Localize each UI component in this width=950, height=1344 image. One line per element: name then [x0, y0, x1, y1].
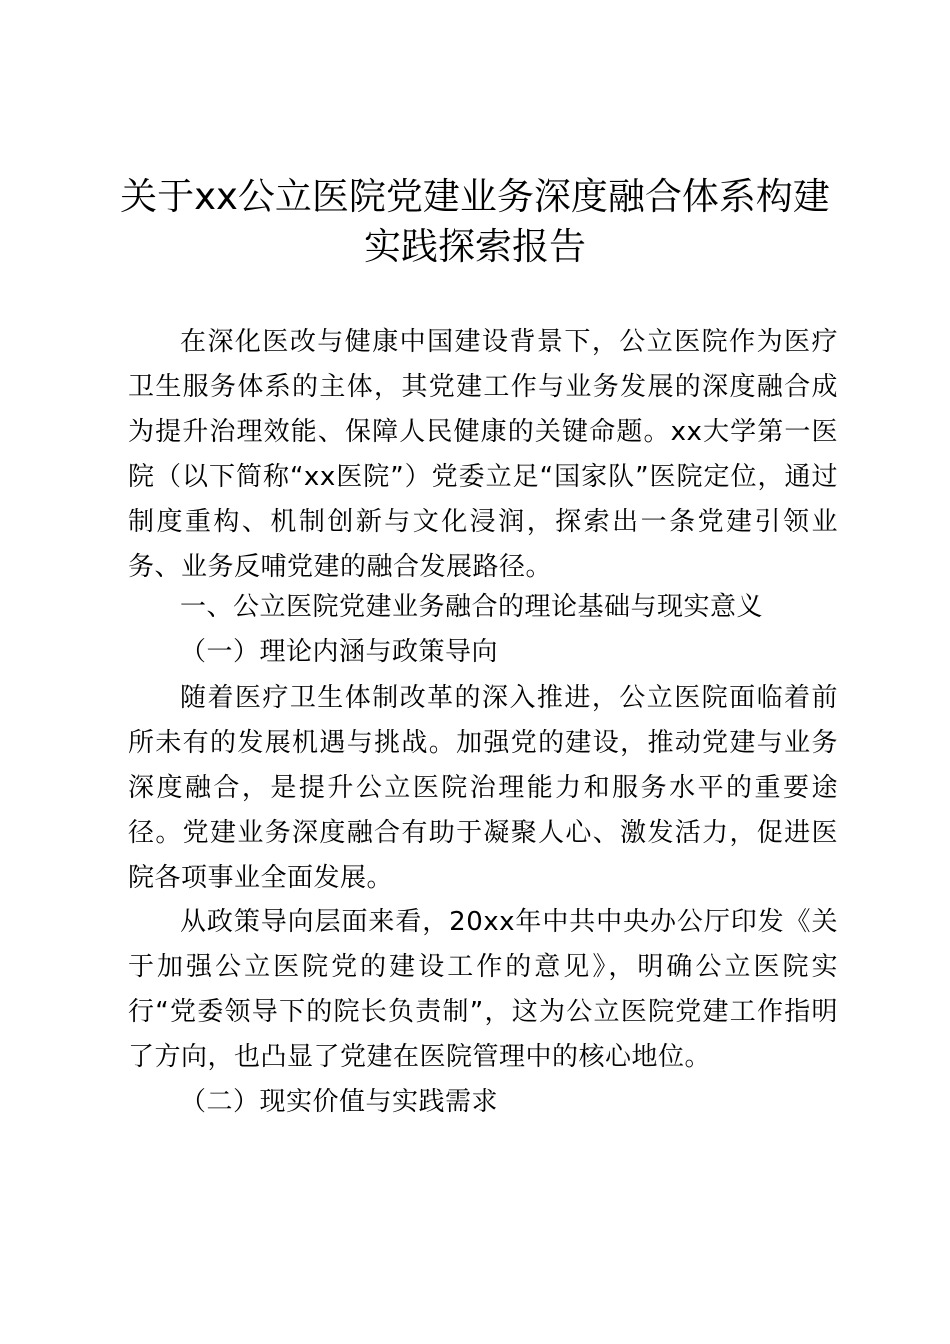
paragraph-2: 随着医疗卫生体制改革的深入推进，公立医院面临着前所未有的发展机遇与挑战。加强党的建设，推动党建与业务深度融合，是提升公立医院治理能力和服务水平的重要途径。党建业务深度融合有助于凝聚人心、激发活力，促进医院各项事业全面发展。 [128, 683, 838, 893]
section-heading-1: 一、公立医院党建业务融合的理论基础与现实意义 [180, 592, 764, 622]
document-title-line-1: 关于xx公立医院党建业务深度融合体系构建 [120, 175, 830, 218]
intro-paragraph-block [128, 320, 838, 590]
subsection-heading-1-1: （一）理论内涵与政策导向 [180, 637, 499, 667]
document-title-line-2: 实践探索报告 [364, 225, 586, 268]
section-heading-block [128, 585, 838, 630]
subsection-heading-block-1 [128, 630, 838, 675]
paragraph-3: 从政策导向层面来看，20xx年中共中央办公厅印发《关于加强公立医院党的建设工作的意见》，明确公立医院实行“党委领导下的院长负责制”，这为公立医院党建工作指明了方向，也凸显了党建在医院管理中的核心地位。 [128, 907, 838, 1072]
paragraph-block-3 [128, 900, 838, 1080]
subsection-heading-1-2: （二）现实价值与实践需求 [180, 1087, 499, 1117]
subsection-heading-block-2 [128, 1080, 838, 1125]
paragraph-block-2 [128, 676, 838, 901]
intro-paragraph: 在深化医改与健康中国建设背景下，公立医院作为医疗卫生服务体系的主体，其党建工作与业务发展的深度融合成为提升治理效能、保障人民健康的关键命题。xx大学第一医院（以下简称“xx医院”）党委立足“国家队”医院定位，通过制度重构、机制创新与文化浸润，探索出一条党建引领业务、业务反哺党建的融合发展路径。 [128, 327, 838, 582]
